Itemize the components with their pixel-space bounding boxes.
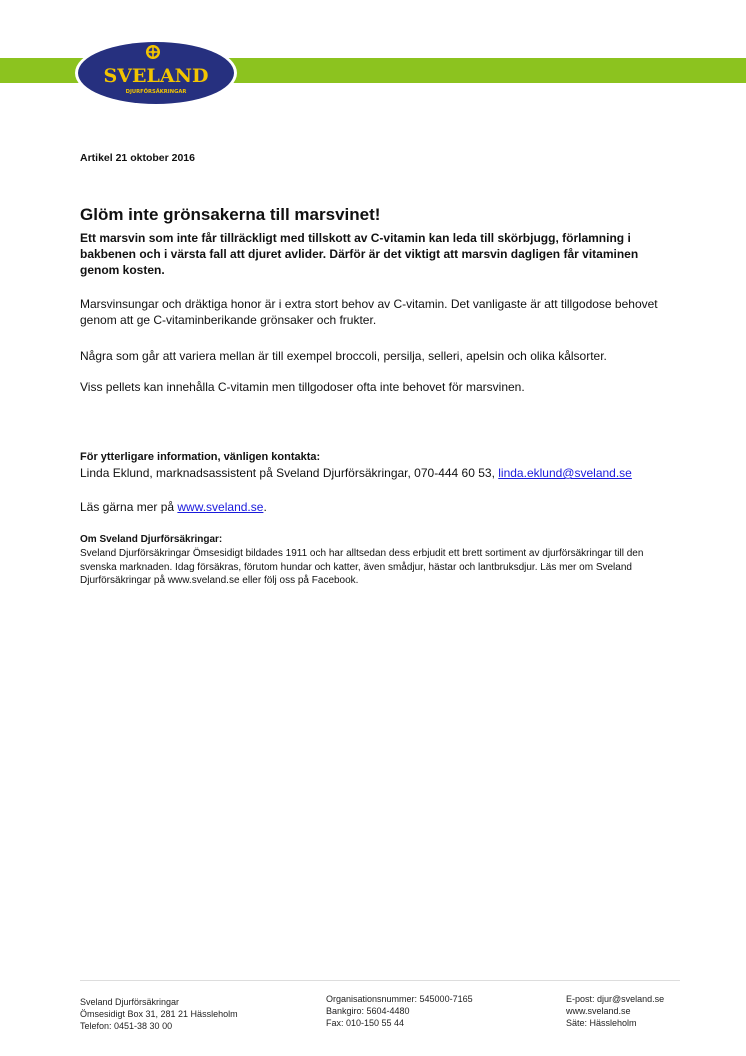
footer-divider xyxy=(80,980,680,981)
logo-tagline: DJURFÖRSÄKRINGAR xyxy=(125,89,187,95)
footer-phone: Telefon: 0451-38 30 00 xyxy=(80,1021,173,1031)
contact-email-link[interactable]: linda.eklund@sveland.se xyxy=(498,466,632,480)
footer-email: E-post: djur@sveland.se xyxy=(566,994,665,1004)
read-more-line xyxy=(80,499,267,515)
footer-org-number: Organisationsnummer: 545000-7165 xyxy=(326,994,473,1004)
footer-bankgiro: Bankgiro: 5604-4480 xyxy=(326,1006,410,1016)
footer-seat: Säte: Hässleholm xyxy=(566,1018,637,1028)
logo-wordmark: SVELAND xyxy=(103,65,209,87)
read-more-suffix: . xyxy=(263,500,267,514)
contact-heading: För ytterligare information, vänligen kontakta: xyxy=(80,451,321,463)
article-paragraph: Några som går att variera mellan är till exempel broccoli, persilja, selleri, apelsin och olika kålsorter. xyxy=(80,349,607,363)
footer-company: Sveland Djurförsäkringar xyxy=(80,997,180,1007)
about-heading: Om Sveland Djurförsäkringar: xyxy=(80,534,223,545)
read-more-prefix: Läs gärna mer på xyxy=(80,500,178,514)
footer-website: www.sveland.se xyxy=(566,1006,631,1016)
article-lead: Ett marsvin som inte får tillräckligt med tillskott av C-vitamin kan leda till skörbjugg, förlamning i bakbenen och i värsta fall att djuret avlider. Därför är det viktigt att marsvin dagligen får vitaminen genom kosten. xyxy=(80,231,639,277)
about-text: Sveland Djurförsäkringar Ömsesidigt bildades 1911 och har alltsedan dess erbjudit ett brett sortiment av djurförsäkringar till den svenska marknaden. Idag försäkras, förutom hundar och katter, även smådjur, hästar och lantbruksdjur. Läs mer om Sveland Djurförsäkringar på www.sveland.se eller följ oss på Facebook. xyxy=(80,548,644,586)
footer-fax: Fax: 010-150 55 44 xyxy=(326,1018,405,1028)
logo-emblem-icon xyxy=(146,45,160,59)
footer-address xyxy=(80,996,238,1032)
article-paragraph: Marsvinsungar och dräktiga honor är i extra stort behov av C-vitamin. Det vanligaste är att tillgodose behovet genom att ge C-vitaminberikande grönsaker och frukter. xyxy=(80,297,658,327)
article-date: Artikel 21 oktober 2016 xyxy=(80,152,195,164)
footer-contact xyxy=(566,993,664,1029)
contact-line xyxy=(80,465,632,481)
footer-postal-address: Ömsesidigt Box 31, 281 21 Hässleholm xyxy=(80,1009,238,1019)
article-headline: Glöm inte grönsakerna till marsvinet! xyxy=(80,205,381,224)
footer-registration xyxy=(326,993,473,1029)
article-paragraph: Viss pellets kan innehålla C-vitamin men tillgodoser ofta inte behovet för marsvinen. xyxy=(80,380,525,394)
contact-text: Linda Eklund, marknadsassistent på Sveland Djurförsäkringar, 070-444 60 53, xyxy=(80,466,499,480)
sveland-logo[interactable] xyxy=(74,38,238,108)
website-link[interactable]: www.sveland.se xyxy=(177,500,264,514)
